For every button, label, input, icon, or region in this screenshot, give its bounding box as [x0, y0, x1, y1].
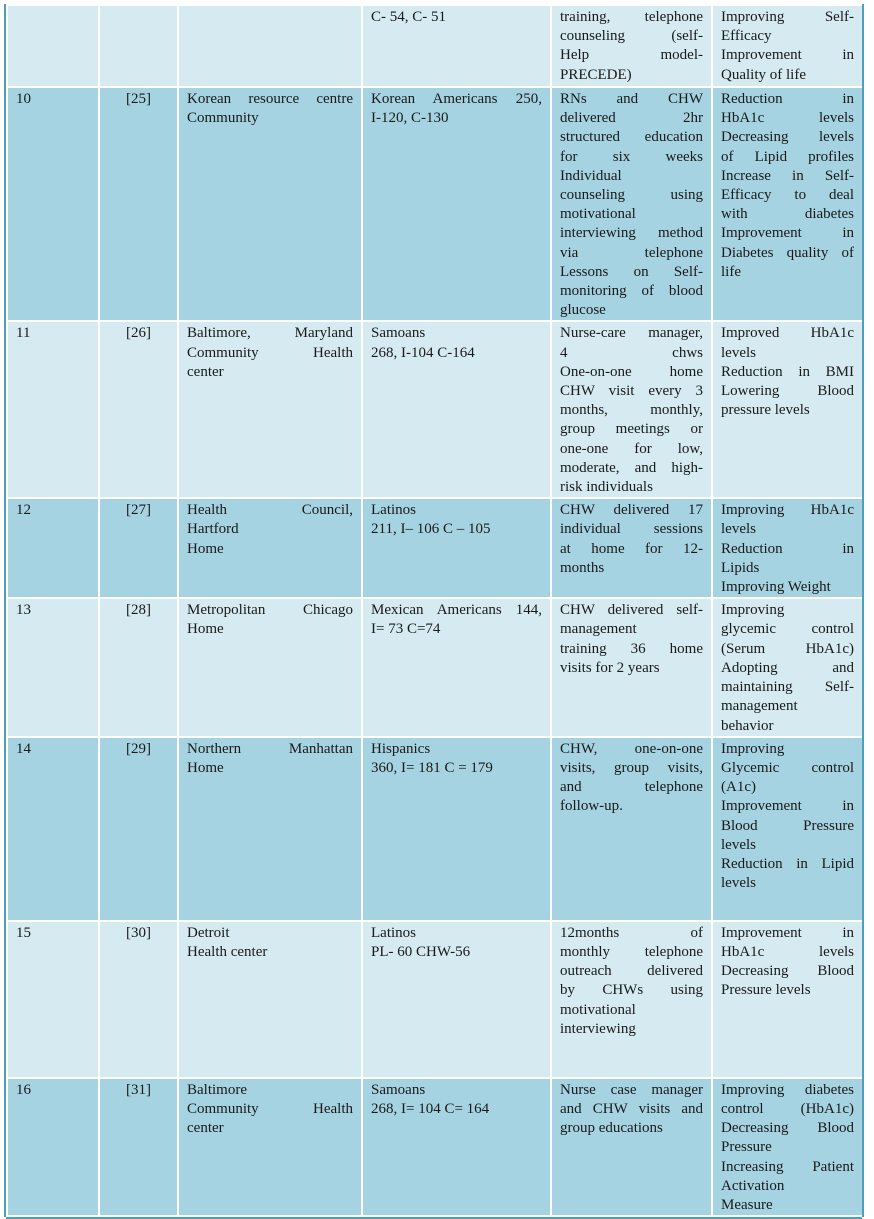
cell-outcomes-line: Reduction in: [721, 540, 854, 557]
cell-intervention-line: at home for 12-: [560, 540, 703, 557]
cell-setting-line: Northern Manhattan: [187, 740, 353, 757]
cell-setting-line: Baltimore, Maryland: [187, 325, 353, 342]
cell-intervention-line: 12months of: [560, 924, 703, 941]
cell-intervention-line: group meetings or: [560, 421, 703, 438]
cell-outcomes-line: glycemic control: [721, 621, 854, 638]
cell-intervention-line: and CHW visits and: [560, 1100, 703, 1117]
cell-intervention: [551, 598, 712, 736]
cell-intervention-line: PRECEDE): [560, 66, 632, 83]
cell-population: [362, 737, 551, 921]
cell-outcomes: [712, 498, 863, 598]
cell-intervention-line: training 36 home: [560, 640, 703, 657]
cell-outcomes-line: pressure levels: [721, 402, 810, 419]
cell-outcomes-line: Decreasing levels: [721, 129, 854, 146]
cell-outcomes-line: Improved HbA1c: [721, 325, 854, 342]
table-right-border: [862, 4, 864, 1217]
cell-outcomes-line: Decreasing Blood: [721, 1120, 854, 1137]
cell-setting-line: Community Health: [187, 344, 353, 361]
cell-outcomes-line: HbA1c levels: [721, 943, 854, 960]
cell-population-line: Korean Americans 250,: [371, 91, 542, 107]
cell-outcomes-line: management: [721, 698, 798, 715]
cell-outcomes-line: of Lipid profiles: [721, 148, 854, 165]
cell-outcomes-line: Improving: [721, 602, 785, 619]
cell-reference-text: [31]: [126, 1081, 151, 1098]
cell-outcomes: [712, 921, 863, 1078]
cell-intervention-line: by CHWs using: [560, 982, 703, 999]
cell-setting-line: Health center: [187, 943, 268, 960]
cell-intervention-line: structured education: [560, 129, 703, 146]
cell-population: [362, 921, 551, 1078]
cell-intervention-line: follow-up.: [560, 798, 623, 815]
cell-outcomes-line: Increasing Patient: [721, 1158, 854, 1175]
cell-outcomes-line: Blood Pressure: [721, 817, 854, 834]
cell-intervention-line: for six weeks: [560, 148, 703, 165]
cell-intervention-line: Help model-: [560, 47, 703, 64]
cell-intervention-line: CHW visit every 3: [560, 383, 703, 400]
cell-outcomes-line: Improving: [721, 740, 785, 757]
cell-setting-line: Home: [187, 621, 224, 638]
cell-intervention-line: management: [560, 621, 637, 638]
cell-setting-line: Korean resource centre: [187, 91, 353, 107]
cell-population-line: PL- 60 CHW-56: [371, 943, 471, 960]
cell-number: [7, 1078, 99, 1216]
cell-outcomes-line: Increase in Self-: [721, 167, 854, 184]
cell-intervention-line: motivational: [560, 1001, 636, 1018]
cell-reference: [99, 1078, 178, 1216]
cell-outcomes-line: Improving Weight: [721, 579, 831, 596]
cell-number: [7, 921, 99, 1078]
cell-intervention-line: One-on-one home: [560, 363, 703, 380]
cell-intervention: [551, 321, 712, 498]
cell-reference-text: [30]: [126, 924, 151, 941]
cell-intervention-line: Lessons on Self-: [560, 263, 703, 280]
cell-outcomes-line: control (HbA1c): [721, 1100, 854, 1117]
cell-population: [362, 598, 551, 736]
cell-outcomes-line: Adopting and: [721, 659, 854, 676]
cell-setting-line: Health Council,: [187, 502, 353, 519]
cell-intervention: [551, 737, 712, 921]
cell-intervention-line: monitoring of blood: [560, 283, 703, 300]
cell-intervention: [551, 921, 712, 1078]
cell-reference-text: [28]: [126, 602, 151, 619]
studies-table-container: [6, 4, 862, 1217]
cell-number-text: 11: [16, 325, 31, 342]
cell-reference-text: [27]: [126, 502, 151, 519]
cell-population: [362, 87, 551, 321]
cell-setting-line: Home: [187, 759, 224, 776]
cell-intervention-line: and telephone: [560, 779, 703, 796]
cell-intervention: [551, 1078, 712, 1216]
cell-intervention-line: one-one for low,: [560, 440, 703, 457]
cell-setting: [178, 598, 362, 736]
cell-population-line: 211, I– 106 C – 105: [371, 521, 491, 538]
table-row: [7, 5, 863, 87]
cell-outcomes-line: Lipids: [721, 559, 760, 576]
cell-intervention-line: Nurse-care manager,: [560, 325, 703, 342]
cell-intervention-line: months: [560, 559, 605, 576]
cell-reference-text: [26]: [126, 325, 151, 342]
cell-intervention-line: Individual: [560, 167, 622, 184]
cell-reference: [99, 498, 178, 598]
cell-number: [7, 737, 99, 921]
cell-outcomes-line: Activation: [721, 1177, 785, 1194]
cell-intervention-line: visits, group visits,: [560, 759, 703, 776]
cell-outcomes-line: Quality of life: [721, 66, 806, 83]
cell-reference: [99, 87, 178, 321]
cell-outcomes-line: Efficacy: [721, 28, 772, 45]
table-row: [7, 737, 863, 921]
cell-setting: [178, 87, 362, 321]
cell-population-line: Samoans: [371, 325, 426, 342]
cell-intervention-line: monthly telephone: [560, 943, 703, 960]
table-row: [7, 498, 863, 598]
cell-outcomes-line: (A1c): [721, 779, 756, 796]
cell-outcomes-line: Improvement in: [721, 798, 854, 815]
cell-outcomes-line: life: [721, 263, 741, 280]
cell-intervention-line: glucose: [560, 302, 606, 319]
cell-outcomes-line: Pressure: [721, 1139, 772, 1156]
cell-setting-line: Community: [187, 110, 259, 127]
cell-outcomes-line: behavior: [721, 717, 774, 734]
cell-setting: [178, 737, 362, 921]
cell-population-line: Mexican Americans 144,: [371, 602, 542, 619]
cell-setting: [178, 921, 362, 1078]
cell-number-text: 16: [16, 1081, 31, 1098]
cell-intervention: [551, 5, 712, 87]
cell-outcomes-line: Efficacy to deal: [721, 187, 854, 204]
cell-outcomes: [712, 598, 863, 736]
cell-intervention-line: months, monthly,: [560, 402, 703, 419]
cell-outcomes-line: with diabetes: [721, 206, 854, 223]
cell-setting: [178, 5, 362, 87]
cell-intervention-line: visits for 2 years: [560, 659, 660, 676]
cell-outcomes-line: Lowering Blood: [721, 383, 854, 400]
table-row: [7, 921, 863, 1078]
cell-intervention-line: group educations: [560, 1120, 663, 1137]
cell-setting-line: Hartford: [187, 521, 239, 538]
cell-population: [362, 5, 551, 87]
cell-outcomes-line: Reduction in Lipid: [721, 855, 854, 872]
cell-intervention-line: interviewing method: [560, 225, 703, 242]
cell-number-text: 13: [16, 602, 31, 619]
cell-intervention: [551, 87, 712, 321]
cell-outcomes-line: Measure: [721, 1196, 773, 1213]
cell-intervention-line: outreach delivered: [560, 963, 703, 980]
cell-intervention-line: individual sessions: [560, 521, 703, 538]
cell-population-line: 268, I-104 C-164: [371, 344, 475, 361]
cell-setting-line: Community Health: [187, 1100, 353, 1117]
cell-reference-text: [25]: [126, 91, 151, 107]
studies-table-body: [7, 5, 863, 1216]
cell-number-text: 10: [16, 91, 31, 107]
cell-intervention-line: RNs and CHW: [560, 91, 703, 107]
cell-setting-line: center: [187, 363, 224, 380]
cell-outcomes-line: levels: [721, 875, 756, 892]
cell-population-line: 360, I= 181 C = 179: [371, 759, 493, 776]
cell-outcomes-line: Improving HbA1c: [721, 502, 854, 519]
cell-outcomes-line: Improvement in: [721, 225, 854, 242]
cell-outcomes-line: Improving Self-: [721, 9, 854, 25]
cell-intervention-line: training, telephone: [560, 9, 703, 25]
cell-reference: [99, 737, 178, 921]
cell-outcomes: [712, 737, 863, 921]
cell-population: [362, 321, 551, 498]
cell-outcomes-line: (Serum HbA1c): [721, 640, 854, 657]
cell-intervention-line: counseling using: [560, 187, 703, 204]
cell-number-text: 15: [16, 924, 31, 941]
cell-intervention-line: moderate, and high-: [560, 459, 703, 476]
cell-setting-line: Baltimore: [187, 1081, 247, 1098]
cell-intervention-line: CHW delivered self-: [560, 602, 703, 619]
cell-outcomes-line: levels: [721, 344, 756, 361]
cell-population-line: I-120, C-130: [371, 110, 449, 127]
cell-outcomes-line: levels: [721, 521, 756, 538]
cell-intervention-line: 4 chws: [560, 344, 703, 361]
cell-population-line: C- 54, C- 51: [371, 9, 446, 25]
cell-outcomes-line: maintaining Self-: [721, 679, 854, 696]
cell-setting-line: Metropolitan Chicago: [187, 602, 353, 619]
cell-reference: [99, 598, 178, 736]
cell-reference: [99, 921, 178, 1078]
cell-number: [7, 5, 99, 87]
cell-number: [7, 598, 99, 736]
cell-setting-line: center: [187, 1120, 224, 1137]
cell-intervention-line: CHW delivered 17: [560, 502, 703, 519]
cell-intervention-line: delivered 2hr: [560, 110, 703, 127]
cell-number: [7, 321, 99, 498]
cell-intervention-line: motivational: [560, 206, 636, 223]
table-row: [7, 598, 863, 736]
cell-population-line: Latinos: [371, 924, 416, 941]
cell-number: [7, 87, 99, 321]
table-row: [7, 321, 863, 498]
cell-outcomes-line: Diabetes quality of: [721, 244, 854, 261]
cell-outcomes-line: Decreasing Blood: [721, 963, 854, 980]
studies-table: [6, 4, 864, 1217]
cell-intervention-line: CHW, one-on-one: [560, 740, 703, 757]
cell-population-line: Samoans: [371, 1081, 426, 1098]
cell-outcomes-line: Reduction in: [721, 91, 854, 107]
cell-intervention: [551, 498, 712, 598]
cell-outcomes: [712, 87, 863, 321]
table-row: [7, 87, 863, 321]
cell-outcomes-line: Glycemic control: [721, 759, 854, 776]
cell-outcomes: [712, 5, 863, 87]
cell-intervention-line: counseling (self-: [560, 28, 703, 45]
cell-population-line: Latinos: [371, 502, 416, 519]
cell-outcomes: [712, 1078, 863, 1216]
cell-number: [7, 498, 99, 598]
cell-population-line: Hispanics: [371, 740, 431, 757]
cell-population-line: I= 73 C=74: [371, 621, 441, 638]
cell-population: [362, 1078, 551, 1216]
cell-reference: [99, 321, 178, 498]
cell-number-text: 14: [16, 740, 31, 757]
cell-intervention-line: via telephone: [560, 244, 703, 261]
cell-outcomes-line: Improvement in: [721, 47, 854, 64]
cell-reference-text: [29]: [126, 740, 151, 757]
cell-outcomes-line: Improving diabetes: [721, 1081, 854, 1098]
cell-setting-line: Detroit: [187, 924, 230, 941]
cell-setting-line: Home: [187, 540, 224, 557]
cell-setting: [178, 1078, 362, 1216]
cell-intervention-line: Nurse case manager: [560, 1081, 703, 1098]
cell-intervention-line: risk individuals: [560, 479, 653, 496]
cell-number-text: 12: [16, 502, 31, 519]
cell-population: [362, 498, 551, 598]
cell-setting: [178, 321, 362, 498]
cell-intervention-line: interviewing: [560, 1020, 636, 1037]
cell-reference: [99, 5, 178, 87]
cell-outcomes-line: Improvement in: [721, 924, 854, 941]
cell-population-line: 268, I= 104 C= 164: [371, 1100, 490, 1117]
cell-outcomes-line: Pressure levels: [721, 982, 811, 999]
cell-outcomes-line: HbA1c levels: [721, 110, 854, 127]
cell-outcomes-line: levels: [721, 836, 756, 853]
cell-outcomes: [712, 321, 863, 498]
cell-setting: [178, 498, 362, 598]
table-row: [7, 1078, 863, 1216]
cell-outcomes-line: Reduction in BMI: [721, 363, 854, 380]
